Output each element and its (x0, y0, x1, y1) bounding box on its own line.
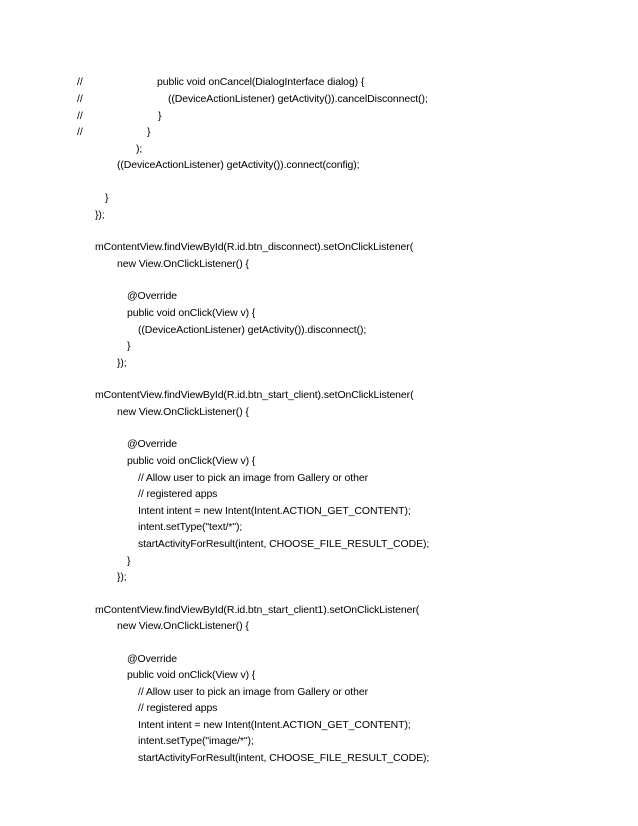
code-line: // registered apps (138, 702, 218, 714)
code-line: // registered apps (138, 488, 218, 500)
code-line: ((DeviceActionListener) getActivity()).connect(config); (117, 159, 360, 171)
code-line: } (105, 192, 109, 204)
code-line: startActivityForResult(intent, CHOOSE_FILE_RESULT_CODE); (138, 538, 430, 550)
code-line: startActivityForResult(intent, CHOOSE_FILE_RESULT_CODE); (138, 752, 430, 764)
code-line: public void onClick(View v) { (127, 307, 256, 319)
code-line: ); (136, 143, 143, 155)
code-line: public void onClick(View v) { (127, 455, 256, 467)
code-line: } (158, 110, 162, 122)
code-line: public void onClick(View v) { (127, 669, 256, 681)
code-line: mContentView.findViewById(R.id.btn_start_client1).setOnClickListener( (95, 604, 420, 616)
code-line: intent.setType("image/*"); (138, 735, 254, 747)
comment-marker: // (77, 93, 83, 105)
code-line: @Override (127, 438, 178, 450)
code-line: new View.OnClickListener() { (117, 258, 249, 270)
comment-marker: // (77, 76, 83, 88)
code-line: ((DeviceActionListener) getActivity()).cancelDisconnect(); (168, 93, 428, 105)
code-line: } (147, 126, 151, 138)
code-line: @Override (127, 653, 178, 665)
code-line: mContentView.findViewById(R.id.btn_start_client).setOnClickListener( (95, 389, 414, 401)
code-line: // Allow user to pick an image from Gallery or other (138, 472, 368, 484)
code-line: }); (117, 357, 127, 369)
code-line: } (127, 340, 131, 352)
code-line: // Allow user to pick an image from Gallery or other (138, 686, 368, 698)
comment-marker: // (77, 110, 83, 122)
code-line: } (127, 555, 131, 567)
code-line: public void onCancel(DialogInterface dialog) { (157, 76, 365, 88)
code-line: Intent intent = new Intent(Intent.ACTION_GET_CONTENT); (138, 505, 411, 517)
code-line: @Override (127, 290, 178, 302)
code-line: ((DeviceActionListener) getActivity()).disconnect(); (138, 324, 367, 336)
code-line: }); (95, 209, 105, 221)
code-line: Intent intent = new Intent(Intent.ACTION_GET_CONTENT); (138, 719, 411, 731)
code-line: }); (117, 571, 127, 583)
code-line: new View.OnClickListener() { (117, 620, 249, 632)
comment-marker: // (77, 126, 83, 138)
code-line: intent.setType("text/*"); (138, 521, 243, 533)
code-line: mContentView.findViewById(R.id.btn_disconnect).setOnClickListener( (95, 241, 414, 253)
code-line: new View.OnClickListener() { (117, 406, 249, 418)
